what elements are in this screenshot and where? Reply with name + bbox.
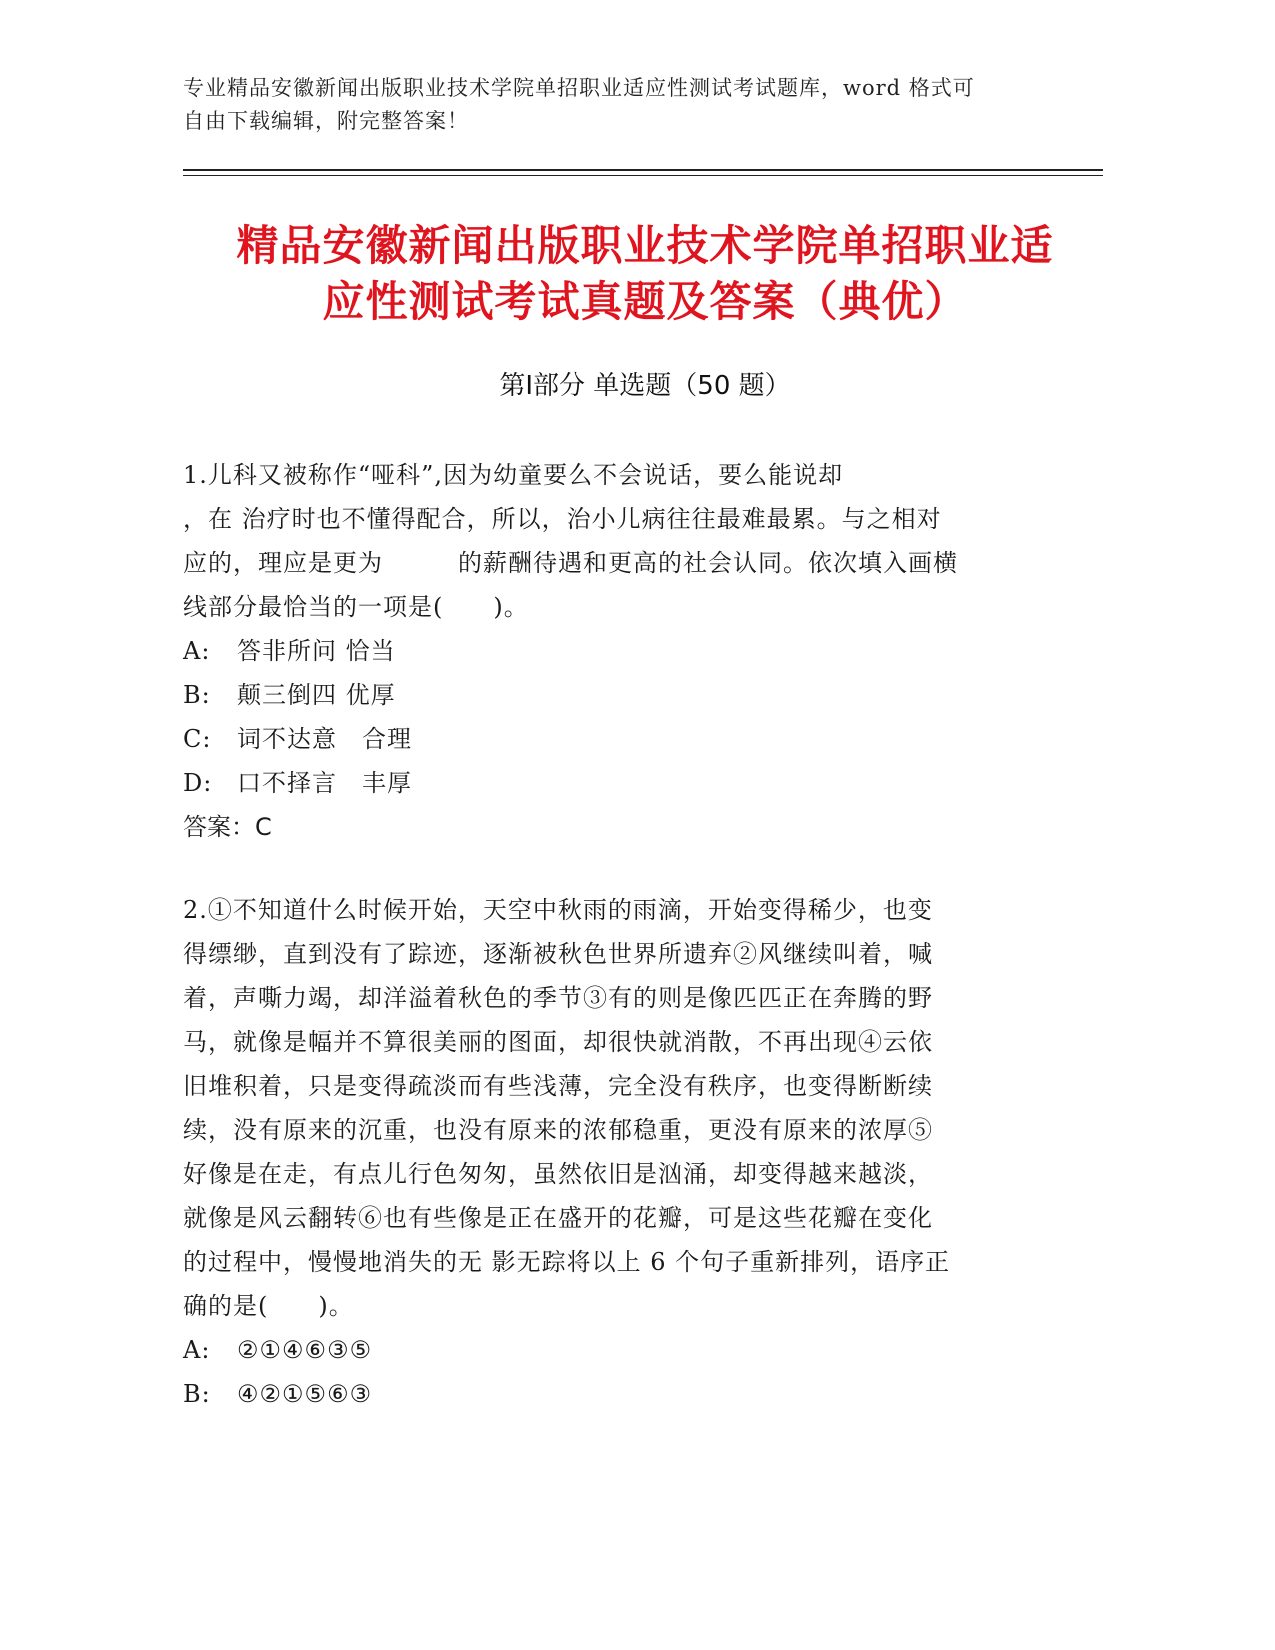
header-note (183, 72, 1063, 138)
option-text: 答非所问 恰当 (237, 637, 396, 665)
header-note-line-1: 专业精品安徽新闻出版职业技术学院单招职业适应性测试考试题库，word 格式可 (183, 76, 975, 100)
option-text: 词不达意 合理 (237, 725, 412, 753)
question-stem-line: 就像是风云翻转⑥也有些像是正在盛开的花瓣，可是这些花瓣在变化 (183, 1204, 933, 1232)
document-title-line-2: 应性测试考试真题及答案（典优） (322, 277, 968, 326)
option-b (183, 1372, 1033, 1416)
question-stem-line: 确的是( )。 (183, 1292, 354, 1320)
option-b (183, 673, 1033, 717)
option-text: ④②①⑤⑥③ (237, 1380, 373, 1408)
question-stem-line: 线部分最恰当的一项是( )。 (183, 593, 529, 621)
option-text: 口不择言 丰厚 (237, 769, 412, 797)
question-stem-line: 着，声嘶力竭，却洋溢着秋色的季节③有的则是像匹匹正在奔腾的野 (183, 984, 933, 1012)
option-key: A: (183, 1336, 211, 1364)
option-key: C: (183, 725, 212, 753)
question-stem-line: 旧堆积着，只是变得疏淡而有些浅薄，完全没有秩序，也变得断断续 (183, 1072, 933, 1100)
option-a (183, 629, 1033, 673)
option-key: A: (183, 637, 211, 665)
header-divider-thick (183, 169, 1103, 171)
answer-line: 答案：C (183, 813, 272, 841)
header-note-line-2: 自由下载编辑，附完整答案！ (183, 109, 469, 133)
question-2 (183, 888, 1033, 1416)
question-1 (183, 453, 1033, 849)
option-text: ②①④⑥③⑤ (237, 1336, 373, 1364)
question-stem-line: 续，没有原来的沉重，也没有原来的浓郁稳重，更没有原来的浓厚⑤ (183, 1116, 933, 1144)
question-stem-line: 应的，理应是更为 的薪酬待遇和更高的社会认同。依次填入画横 (183, 549, 958, 577)
header-divider-thin (183, 175, 1103, 176)
question-stem-line: ，在 治疗时也不懂得配合，所以，治小儿病往往最难最累。与之相对 (183, 505, 942, 533)
question-stem-line: 的过程中，慢慢地消失的无 影无踪将以上 6 个句子重新排列，语序正 (183, 1248, 951, 1276)
option-d (183, 761, 1033, 805)
option-c (183, 717, 1033, 761)
section-title: 第Ⅰ部分 单选题（50 题） (499, 371, 791, 401)
document-title (170, 218, 1120, 330)
option-a (183, 1328, 1033, 1372)
question-stem-line: 得缥缈，直到没有了踪迹，逐渐被秋色世界所遗弃②风继续叫着，喊 (183, 940, 933, 968)
option-key: B: (183, 1380, 211, 1408)
question-stem-line: 好像是在走，有点儿行色匆匆，虽然依旧是汹涌，却变得越来越淡， (183, 1160, 933, 1188)
question-stem-line: 2.①不知道什么时候开始，天空中秋雨的雨滴，开始变得稀少，也变 (183, 896, 933, 924)
option-key: D: (183, 769, 213, 797)
option-text: 颠三倒四 优厚 (237, 681, 396, 709)
option-key: B: (183, 681, 211, 709)
document-title-line-1: 精品安徽新闻出版职业技术学院单招职业适 (236, 221, 1054, 270)
question-stem-line: 马，就像是幅并不算很美丽的图面，却很快就消散，不再出现④云依 (183, 1028, 933, 1056)
question-stem-line: 1.儿科又被称作“哑科”,因为幼童要么不会说话，要么能说却 (183, 461, 844, 489)
